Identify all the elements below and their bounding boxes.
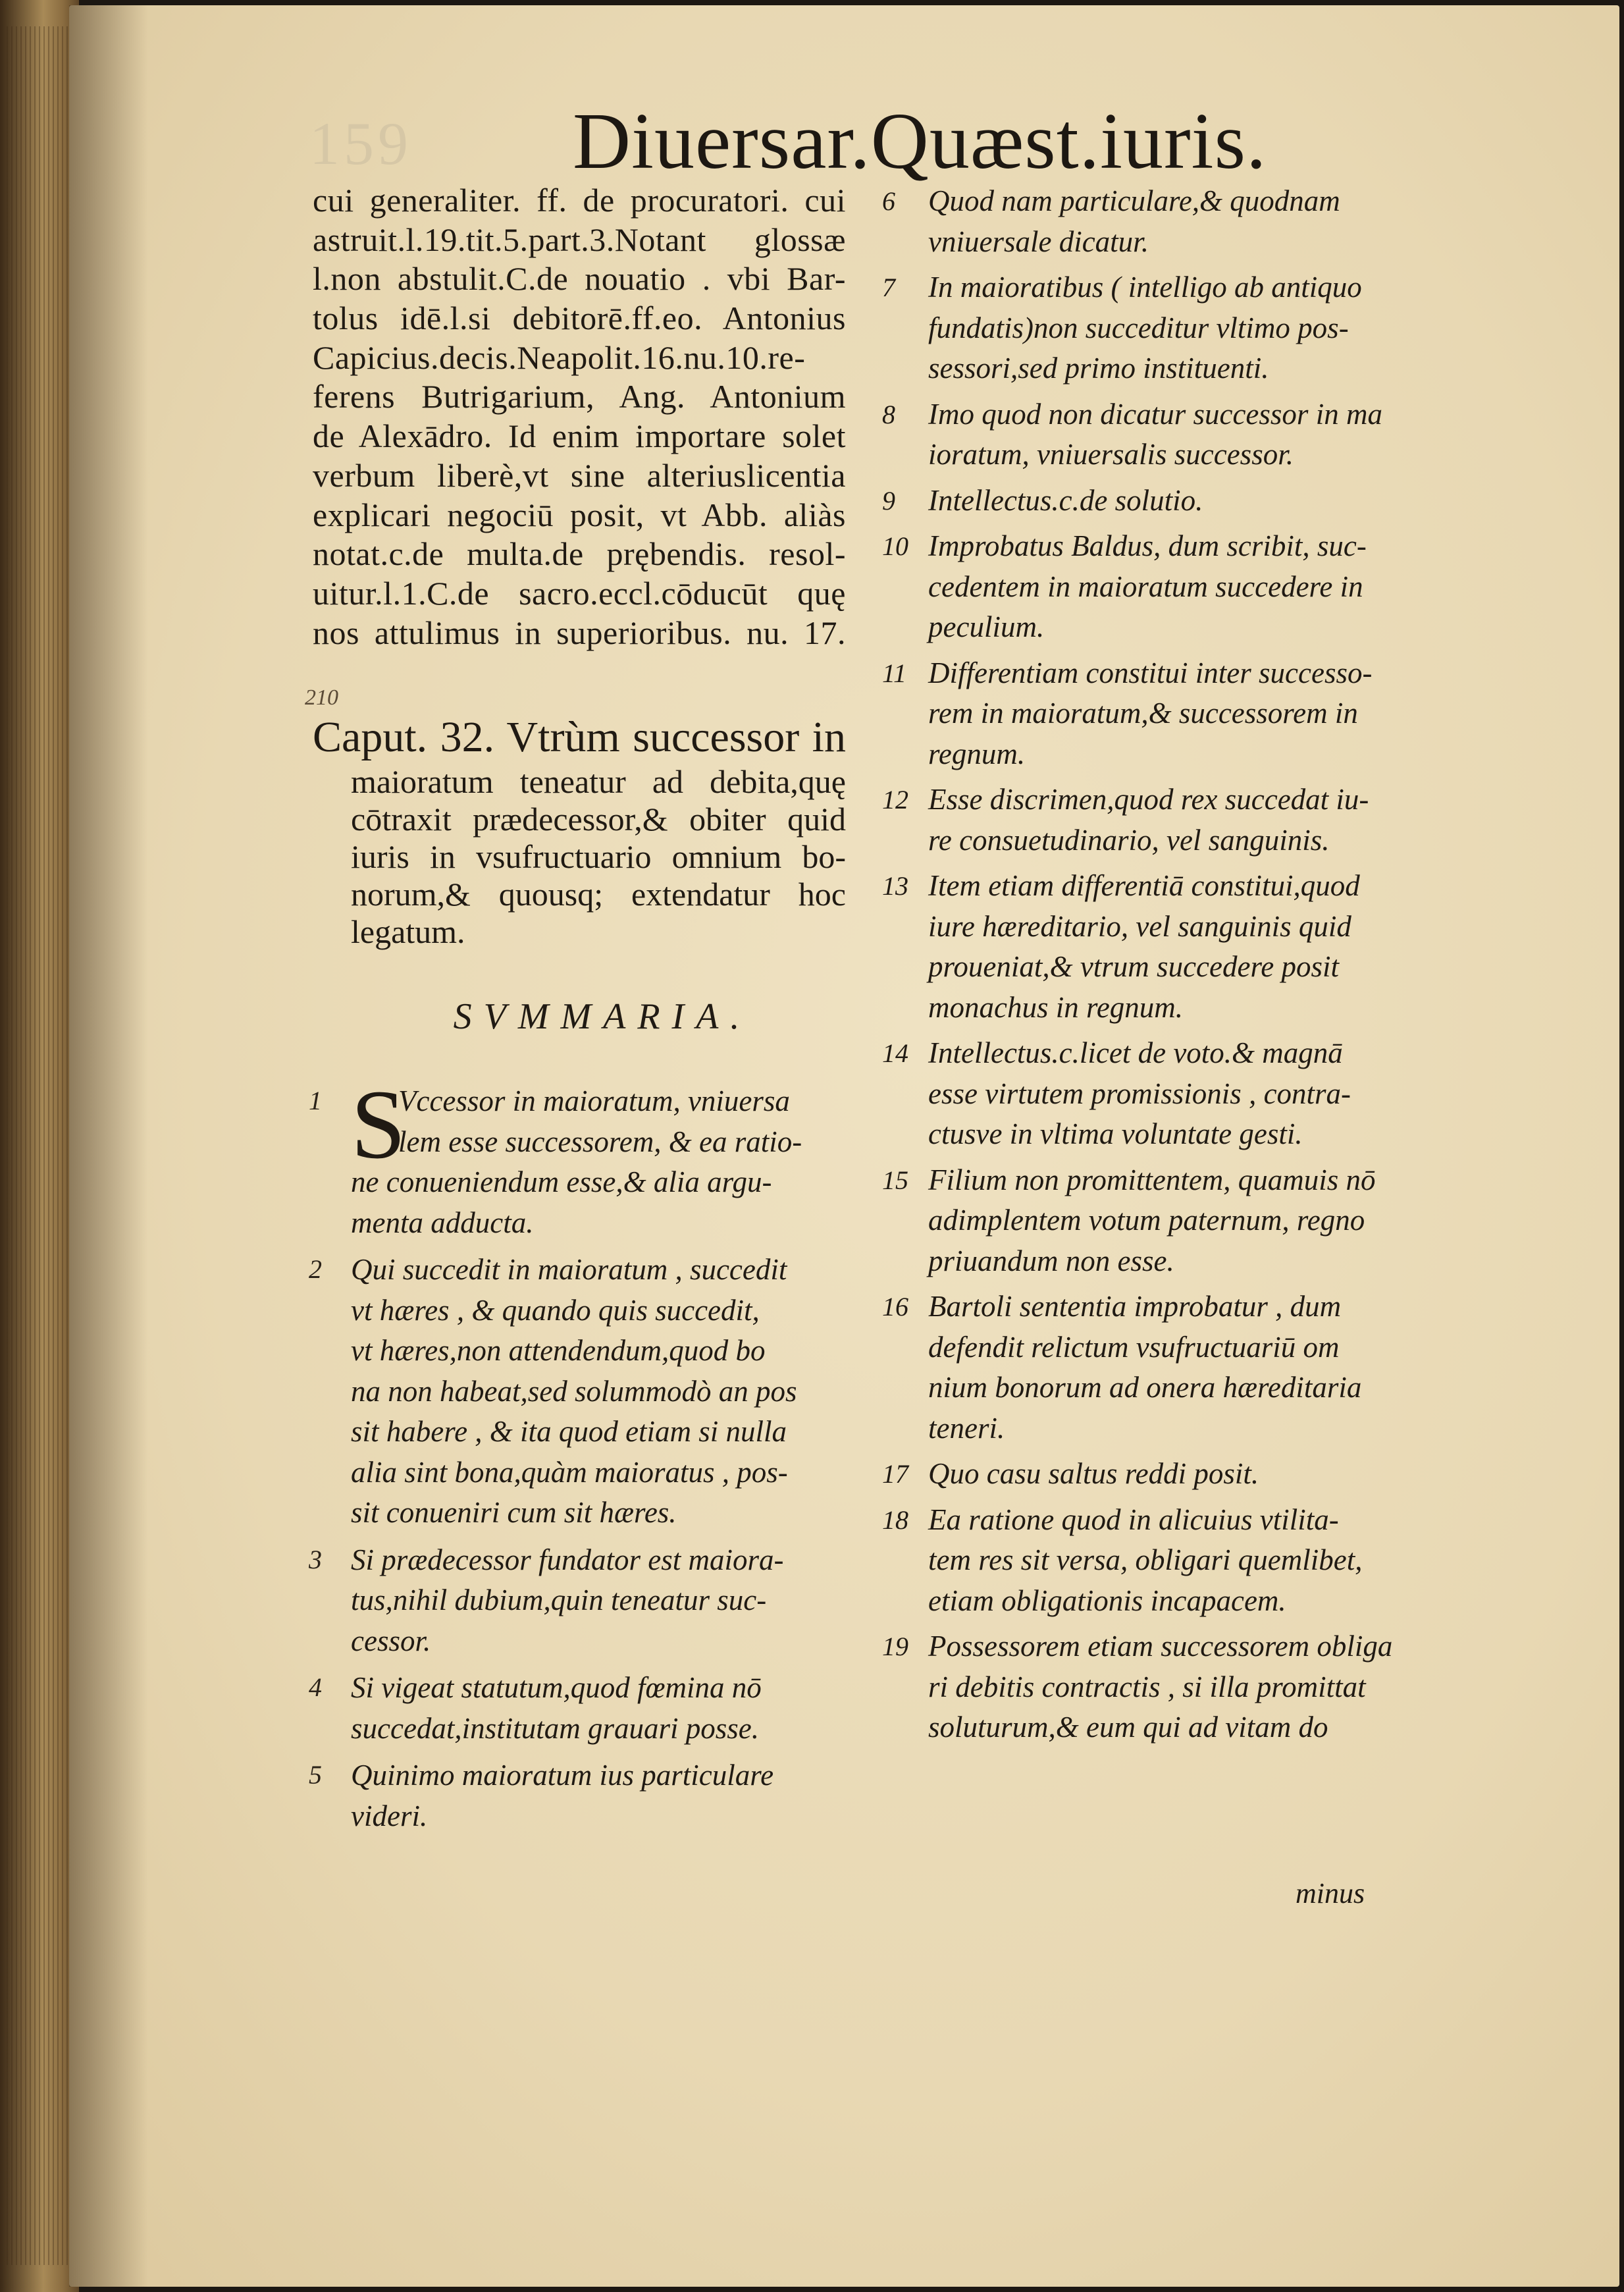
entry-line: sit habere , & ita quod etiam si nulla bbox=[351, 1415, 787, 1449]
entry-line: tus,nihil dubium,quin teneatur suc- bbox=[351, 1584, 767, 1617]
entry-line: priuandum non esse. bbox=[928, 1244, 1174, 1277]
entry-line: ri debitis contractis , si illa promittat bbox=[928, 1670, 1366, 1703]
entry-line: vt hæres,non attendendum,quod bo bbox=[351, 1334, 766, 1368]
chapter-title-line: iuris in vsufructuario omnium bo- bbox=[351, 838, 846, 876]
entry-line: sit conueniri cum sit hæres. bbox=[351, 1496, 677, 1530]
entry-line: regnum. bbox=[928, 737, 1026, 770]
entry-line: teneri. bbox=[928, 1411, 1005, 1445]
summary-entry bbox=[882, 1160, 1468, 1282]
entry-line: proueniat,& vtrum succedere posit bbox=[928, 950, 1340, 983]
entry-line: defendit relictum vsufructuariū om bbox=[928, 1330, 1340, 1364]
entry-line: cessor. bbox=[351, 1624, 431, 1657]
summary-entry bbox=[309, 1540, 846, 1662]
entry-line: soluturum,& eum qui ad vitam do bbox=[928, 1711, 1328, 1744]
entry-number: 7 bbox=[882, 273, 895, 302]
entry-line: iure hæreditario, vel sanguinis quid bbox=[928, 909, 1351, 943]
entry-line: ctusve in vltima voluntate gesti. bbox=[928, 1117, 1303, 1150]
summary-entry bbox=[882, 653, 1468, 775]
entry-line: Qui succedit in maioratum , succedit bbox=[351, 1253, 787, 1287]
entry-line: Si prædecessor fundator est maiora- bbox=[351, 1543, 784, 1576]
body-line: ferens Butrigarium, Ang. Antonium bbox=[313, 378, 846, 415]
summary-entry bbox=[882, 1454, 1468, 1495]
body-line: astruit.l.19.tit.5.part.3.Notant glossæ bbox=[313, 221, 846, 258]
summary-entry bbox=[309, 1250, 846, 1533]
entry-line: re consuetudinario, vel sanguinis. bbox=[928, 823, 1330, 857]
entry-line: Possessorem etiam successorem obliga bbox=[928, 1630, 1393, 1663]
entry-line: vniuersale dicatur. bbox=[928, 225, 1149, 258]
drop-cap: S bbox=[351, 1070, 406, 1180]
catchword: minus bbox=[1296, 1877, 1365, 1909]
body-line: notat.c.de multa.de prębendis. resol- bbox=[313, 535, 846, 573]
running-head: Diuersar.Quæst.iuris. bbox=[573, 97, 1267, 186]
entry-line: Intellectus.c.de solutio. bbox=[928, 483, 1203, 517]
entry-number: 6 bbox=[882, 186, 895, 216]
entry-number: 2 bbox=[309, 1254, 322, 1285]
entry-line: monachus in regnum. bbox=[928, 990, 1184, 1024]
entry-line: etiam obligationis incapacem. bbox=[928, 1584, 1286, 1617]
entry-line: na non habeat,sed solummodò an pos bbox=[351, 1374, 797, 1408]
entry-line: Si vigeat statutum,quod fœmina nō bbox=[351, 1671, 762, 1705]
entry-line: rem in maioratum,& successorem in bbox=[928, 697, 1358, 730]
chapter-heading bbox=[305, 685, 846, 951]
body-line: l.non abstulit.C.de nouatio . vbi Bar- bbox=[313, 260, 846, 298]
entry-number: 9 bbox=[882, 485, 895, 516]
entry-line: Imo quod non dicatur successor in ma bbox=[928, 397, 1382, 431]
entry-line: tem res sit versa, obligari quemlibet, bbox=[928, 1543, 1363, 1576]
chapter-title-line: maioratum teneatur ad debita,quę bbox=[351, 763, 846, 801]
entry-number: 10 bbox=[882, 531, 908, 561]
entry-line: Item etiam differentiā constitui,quod bbox=[928, 869, 1360, 902]
entry-line: ioratum, vniuersalis successor. bbox=[928, 438, 1294, 471]
summary-entry bbox=[882, 1287, 1468, 1449]
summary-entry bbox=[882, 1500, 1468, 1622]
summary-entry bbox=[882, 1626, 1468, 1748]
entry-number: 19 bbox=[882, 1632, 908, 1661]
entry-number: 1 bbox=[309, 1086, 322, 1116]
body-line: de Alexādro. Id enim importare solet bbox=[313, 417, 846, 455]
body-line: explicari negociū posit, vt Abb. aliàs bbox=[313, 496, 846, 533]
entry-line: vt hæres , & quando quis succedit, bbox=[351, 1293, 760, 1327]
entry-line: videri. bbox=[351, 1799, 428, 1832]
summary-list-left bbox=[309, 1070, 846, 1836]
entry-line: esse virtutem promissionis , contra- bbox=[928, 1077, 1351, 1110]
entry-number: 17 bbox=[882, 1459, 908, 1489]
summary-entry bbox=[882, 181, 1468, 262]
entry-line: ne conueniendum esse,& alia argu- bbox=[351, 1165, 772, 1199]
summary-entry bbox=[882, 1033, 1468, 1155]
left-column bbox=[305, 181, 846, 1836]
entry-line: cedentem in maioratum succedere in bbox=[928, 570, 1363, 603]
chapter-title-line: legatum. bbox=[351, 913, 465, 951]
entry-line: Filium non promittentem, quamuis nō bbox=[928, 1163, 1376, 1196]
entry-line: succedat,institutam grauari posse. bbox=[351, 1711, 759, 1745]
entry-line: Quod nam particulare,& quodnam bbox=[928, 184, 1340, 217]
chapter-title-line: cōtraxit prædecessor,& obiter quid bbox=[351, 801, 846, 838]
body-line: verbum liberè,vt sine alteriuslicentia bbox=[313, 456, 846, 494]
body-text bbox=[313, 181, 846, 653]
summary-entry bbox=[882, 866, 1468, 1028]
entry-number: 14 bbox=[882, 1038, 908, 1068]
entry-number: 12 bbox=[882, 785, 908, 814]
body-line: tolus idē.l.si debitorē.ff.eo. Antonius bbox=[313, 300, 846, 337]
entry-line: Bartoli sententia improbatur , dum bbox=[928, 1290, 1342, 1323]
entry-line: fundatis)non succeditur vltimo pos- bbox=[928, 311, 1349, 344]
summary-entry bbox=[309, 1070, 846, 1243]
entry-line: alia sint bona,quàm maioratus , pos- bbox=[351, 1455, 788, 1489]
summary-list-right bbox=[882, 181, 1468, 1748]
page-edge-texture bbox=[7, 26, 69, 2265]
entry-line: menta adducta. bbox=[351, 1206, 534, 1239]
summary-entry bbox=[882, 267, 1468, 389]
entry-number: 4 bbox=[309, 1672, 322, 1703]
gutter-shadow bbox=[69, 5, 148, 2287]
entry-line: Vccessor in maioratum, vniuersa bbox=[398, 1084, 790, 1118]
entry-line: sessori,sed primo instituenti. bbox=[928, 352, 1269, 385]
entry-line: Differentiam constitui inter successo- bbox=[928, 656, 1373, 689]
entry-line: Ea ratione quod in alicuius vtilita- bbox=[928, 1503, 1339, 1536]
entry-number: 3 bbox=[309, 1544, 322, 1574]
summaria-heading: SVMMARIA. bbox=[453, 996, 752, 1038]
entry-line: Esse discrimen,quod rex succedat iu- bbox=[928, 783, 1369, 816]
ghost-folio-number: 159 bbox=[309, 110, 412, 177]
summary-entry bbox=[309, 1668, 846, 1749]
summary-entry bbox=[882, 394, 1468, 475]
entry-number: 11 bbox=[882, 658, 907, 688]
entry-line: lem esse successorem, & ea ratio- bbox=[398, 1125, 802, 1158]
body-line: nos attulimus in superioribus. nu. 17. bbox=[313, 614, 846, 651]
entry-line: adimplentem votum paternum, regno bbox=[928, 1204, 1365, 1237]
entry-line: Quo casu saltus reddi posit. bbox=[928, 1457, 1259, 1490]
summary-entry bbox=[882, 481, 1468, 521]
entry-line: peculium. bbox=[928, 610, 1045, 643]
body-line: uitur.l.1.C.de sacro.eccl.cōducūt quę bbox=[313, 574, 846, 612]
entry-number: 5 bbox=[309, 1760, 322, 1790]
entry-number: 8 bbox=[882, 399, 895, 429]
entry-line: Intellectus.c.licet de voto.& magnā bbox=[928, 1036, 1343, 1069]
chapter-title-line: norum,& quousq; extendatur hoc bbox=[351, 876, 846, 913]
body-line: cui generaliter. ff. de procuratori. cui bbox=[313, 182, 846, 219]
chapter-title: Caput. 32. Vtrùm successor in bbox=[313, 713, 846, 762]
right-column bbox=[882, 181, 1468, 1748]
entry-line: nium bonorum ad onera hæreditaria bbox=[928, 1371, 1362, 1404]
body-line: Capicius.decis.Neapolit.16.nu.10.re- bbox=[313, 338, 806, 376]
entry-line: In maioratibus ( intelligo ab antiquo bbox=[928, 271, 1362, 304]
entry-number: 15 bbox=[882, 1165, 908, 1195]
entry-line: Improbatus Baldus, dum scribit, suc- bbox=[928, 529, 1367, 562]
entry-number: 16 bbox=[882, 1292, 908, 1321]
summary-entry bbox=[309, 1755, 846, 1836]
summary-entry bbox=[882, 526, 1468, 648]
entry-number: 13 bbox=[882, 871, 908, 901]
entry-number: 18 bbox=[882, 1505, 908, 1535]
chapter-marginal-number: 210 bbox=[305, 685, 338, 710]
summary-entry bbox=[882, 780, 1468, 861]
entry-line: Quinimo maioratum ius particulare bbox=[351, 1759, 774, 1792]
